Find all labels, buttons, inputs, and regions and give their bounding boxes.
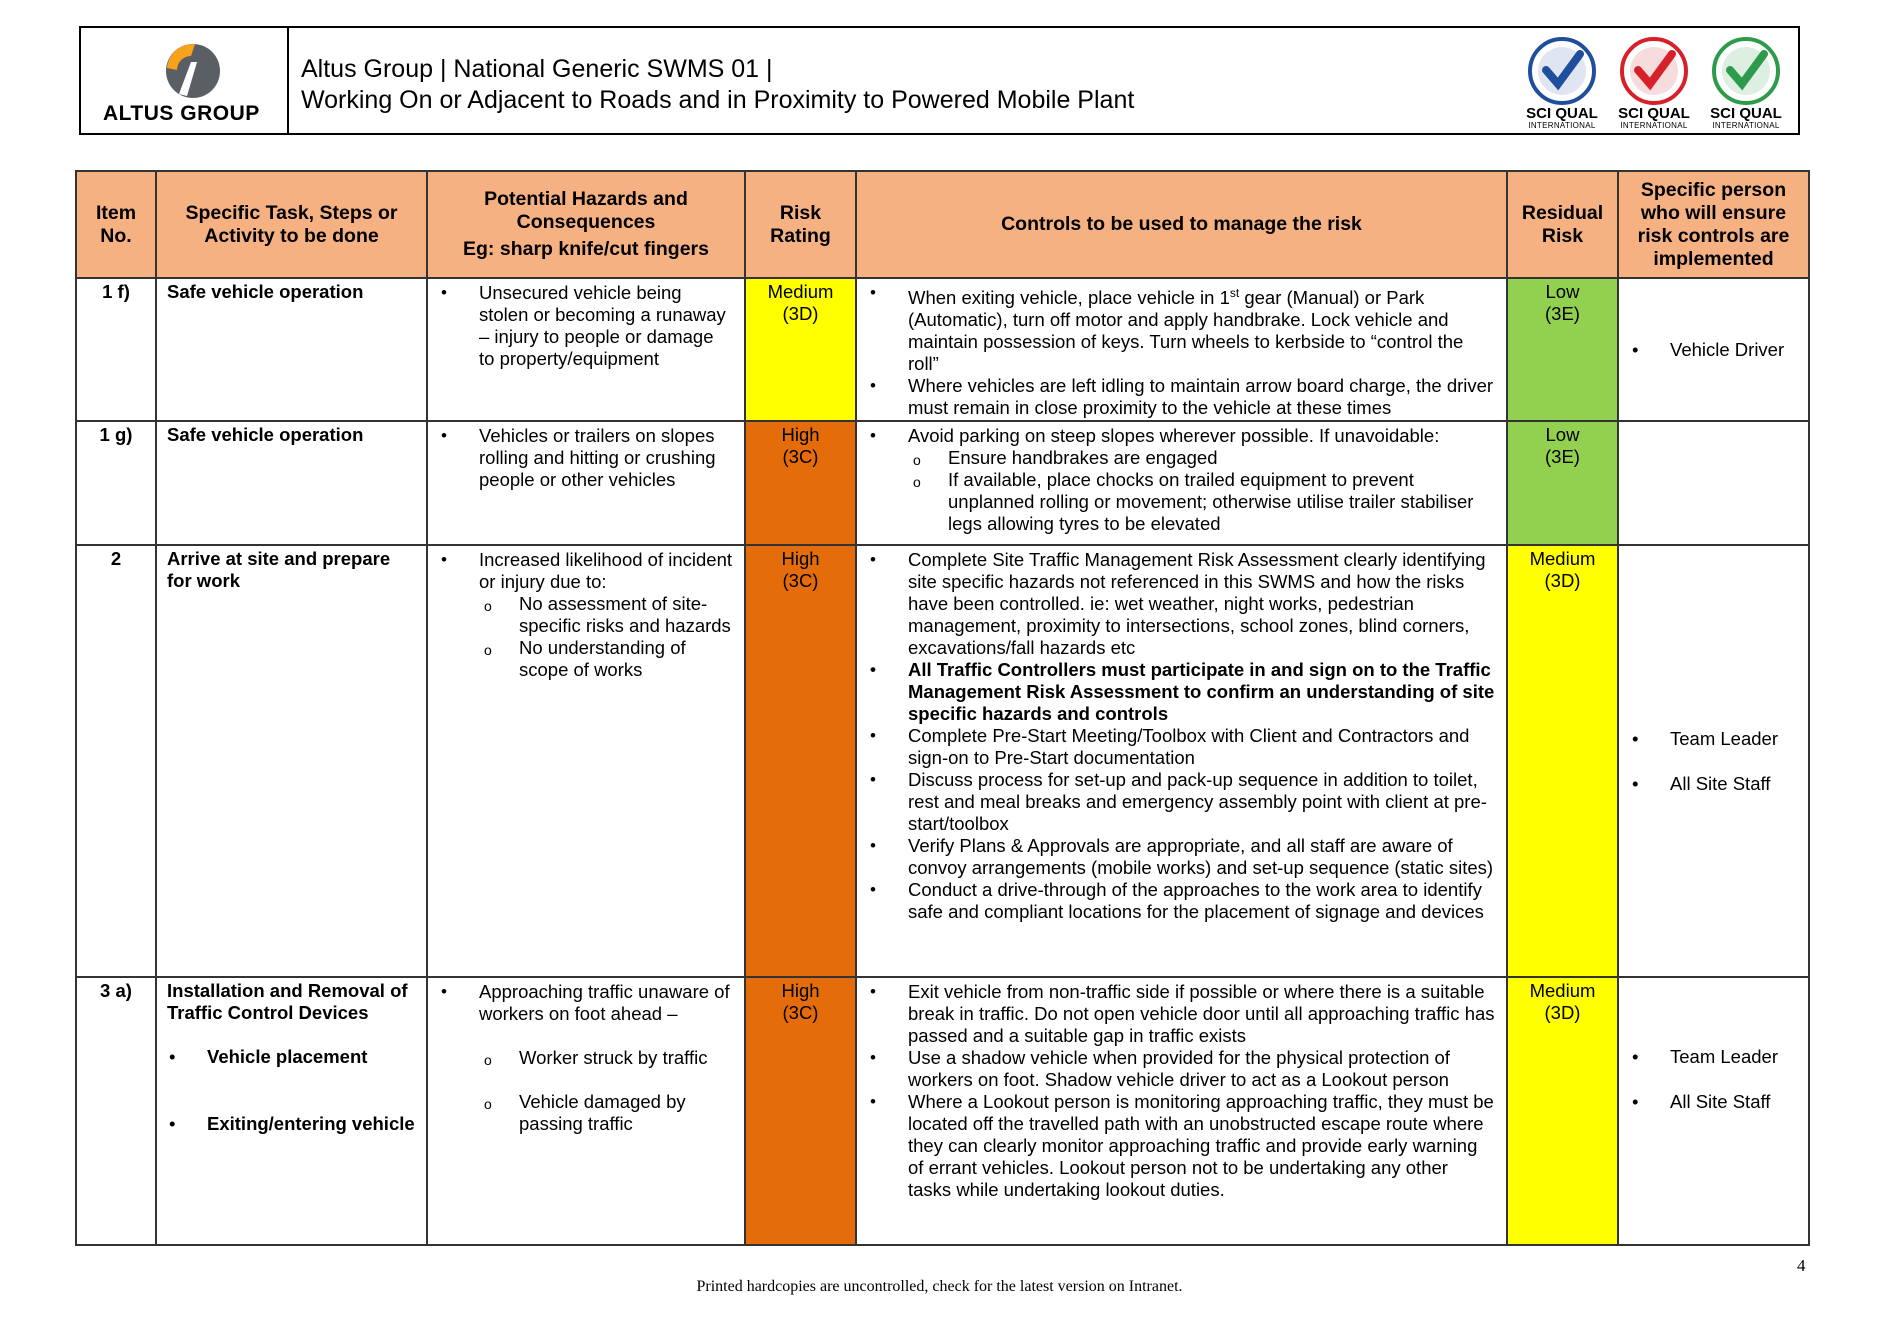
control-item: • Exit vehicle from non-traffic side if possible or where there is a suitable break in traffic. Do not open vehicle door until all approaching traffic has passed and a suitable gap in traffic exists: [858, 981, 1505, 1047]
item-number: 3 a): [76, 977, 156, 1245]
control-subitem: o If available, place chocks on trailed equipment to prevent unplanned rolling or movement; otherwise utilise trailer stabiliser legs allowing tyres to be elevated: [908, 469, 1495, 535]
control-item: • Conduct a drive-through of the approaches to the work area to identify safe and compliant locations for the placement of signage and devices: [858, 879, 1505, 923]
cert-name: SCI QUAL: [1526, 105, 1598, 122]
certification-badges: [1518, 36, 1790, 130]
control-item: • Complete Site Traffic Management Risk Assessment clearly identifying site specific hazards not referenced in this SWMS and how the risks have been controlled. ie: wet weather, night works, pedestrian management, proximity to intersections, school zones, blind corners, excavations/fall hazards etc: [858, 549, 1505, 659]
residual-risk: [1507, 278, 1618, 421]
hazard-item: • Approaching traffic unaware of workers on foot ahead – o Worker struck by traffic o Vehicle damaged by passing traffic: [429, 981, 743, 1135]
item-number: 2: [76, 545, 156, 977]
control-item: • Where vehicles are left idling to maintain arrow board charge, the driver must remain in close proximity to the vehicle at these times: [858, 375, 1505, 419]
risk-rating: [745, 421, 856, 545]
hazard-item: • Vehicles or trailers on slopes rolling and hitting or crushing people or other vehicles: [429, 425, 743, 491]
hazard-item: • Increased likelihood of incident or injury due to: o No assessment of site-specific risks and hazards o No understanding of scope of works: [429, 549, 743, 681]
residual-level: Low: [1545, 281, 1580, 302]
logo-text: ALTUS GROUP: [103, 102, 260, 125]
cert-name: SCI QUAL: [1710, 105, 1782, 122]
task-subitem: • Exiting/entering vehicle: [167, 1113, 416, 1135]
person-item: • Vehicle Driver: [1620, 339, 1807, 361]
hazard-item: • Unsecured vehicle being stolen or becoming a runaway – injury to people or damage to property/equipment: [429, 282, 743, 370]
control-item: • Avoid parking on steep slopes wherever possible. If unavoidable: o Ensure handbrakes are engaged o If available, place chocks on trailed equipment to prevent unplanned rolling or movement; otherwise utilise trailer stabiliser legs allowing tyres to be elevated: [858, 425, 1505, 535]
control-item: • Complete Pre-Start Meeting/Toolbox with Client and Contractors and sign-on to Pre-Start documentation: [858, 725, 1505, 769]
residual-code: (3D): [1544, 570, 1581, 592]
task-cell: [156, 545, 427, 977]
residual-level: Medium: [1529, 980, 1596, 1002]
control-item: • Discuss process for set-up and pack-up sequence in addition to toilet, rest and meal breaks and emergency assembly point with client at pre-start/toolbox: [858, 769, 1505, 835]
table-row: [76, 421, 1809, 545]
footer-note: Printed hardcopies are uncontrolled, check for the latest version on Intranet.: [696, 1278, 1183, 1295]
residual-code: (3E): [1545, 303, 1580, 324]
person-cell: [1618, 545, 1809, 977]
table-row: [76, 545, 1809, 977]
person-cell: [1618, 278, 1809, 421]
residual-risk: [1507, 545, 1618, 977]
cert-badge-green: [1702, 36, 1790, 130]
item-number: 1 g): [76, 421, 156, 545]
hazard-subitem: o Vehicle damaged by passing traffic: [479, 1091, 733, 1135]
risk-rating: [745, 545, 856, 977]
control-subitem: o Ensure handbrakes are engaged: [908, 447, 1495, 469]
header-hazards: [427, 171, 745, 278]
hazards-cell: [427, 545, 745, 977]
task-cell: [156, 421, 427, 545]
risk-code: (3D): [782, 303, 819, 324]
table-row: [76, 278, 1809, 421]
control-item: • When exiting vehicle, place vehicle in 1st gear (Manual) or Park (Automatic), turn off motor and apply handbrake. Lock vehicle and maintain possession of keys. Turn wheels to kerbside to “control the roll”: [858, 282, 1505, 375]
control-item: • All Traffic Controllers must participate in and sign on to the Traffic Management Risk Assessment to confirm an understanding of site specific hazards and controls: [858, 659, 1505, 725]
table-row: [76, 977, 1809, 1245]
header-risk: Risk Rating: [745, 171, 856, 278]
header-task: Specific Task, Steps or Activity to be done: [156, 171, 427, 278]
cert-sub: INTERNATIONAL: [1620, 121, 1688, 130]
cert-badge-red: [1610, 36, 1698, 130]
logo-cell: [81, 28, 289, 133]
controls-cell: [856, 545, 1507, 977]
risk-code: (3C): [782, 446, 819, 468]
hazards-cell: [427, 421, 745, 545]
person-item: • Team Leader: [1620, 728, 1807, 750]
controls-cell: [856, 977, 1507, 1245]
control-item: • Verify Plans & Approvals are appropriate, and all staff are aware of convoy arrangements (mobile works) and set-up sequence (static sites): [858, 835, 1505, 879]
swms-risk-table: [75, 170, 1810, 1246]
header-person: Specific person who will ensure risk controls are implemented: [1618, 171, 1809, 278]
cert-green-icon: [1706, 36, 1786, 106]
risk-code: (3C): [782, 1002, 819, 1024]
hazard-subitem: o No assessment of site-specific risks and hazards: [479, 593, 733, 637]
task-title: Installation and Removal of Traffic Control Devices: [167, 980, 408, 1024]
task-title: Safe vehicle operation: [167, 281, 364, 302]
table-header-row: [76, 171, 1809, 278]
cert-badge-blue: [1518, 36, 1606, 130]
title-line-1: Altus Group | National Generic SWMS 01 |: [301, 55, 773, 83]
header-residual: Residual Risk: [1507, 171, 1618, 278]
title-line-2: Working On or Adjacent to Roads and in Proximity to Powered Mobile Plant: [301, 86, 1135, 114]
residual-level: Low: [1545, 424, 1580, 446]
cert-name: SCI QUAL: [1618, 105, 1690, 122]
task-title: Safe vehicle operation: [167, 424, 364, 446]
residual-code: (3D): [1544, 1002, 1581, 1024]
residual-level: Medium: [1529, 548, 1596, 570]
cert-red-icon: [1614, 36, 1694, 106]
risk-level: High: [781, 424, 820, 446]
altus-logo-icon: [153, 38, 223, 103]
hazards-cell: [427, 278, 745, 421]
cert-sub: INTERNATIONAL: [1712, 121, 1780, 130]
risk-code: (3C): [782, 570, 819, 592]
cert-blue-icon: [1522, 36, 1602, 106]
person-cell: [1618, 421, 1809, 545]
hazard-subitem: o No understanding of scope of works: [479, 637, 733, 681]
task-title: Arrive at site and prepare for work: [167, 548, 391, 592]
person-item: • All Site Staff: [1620, 773, 1807, 795]
header-hazards-example: Eg: sharp knife/cut fingers: [463, 238, 709, 260]
person-cell: [1618, 977, 1809, 1245]
control-item: • Where a Lookout person is monitoring approaching traffic, they must be located off the travelled path with an unobstructed escape route where they can clearly monitor approaching traffic and provide early warning of errant vehicles. Lookout person not to be undertaking any other tasks while undertaking lookout duties.: [858, 1091, 1505, 1201]
header-controls: Controls to be used to manage the risk: [856, 171, 1507, 278]
controls-cell: [856, 278, 1507, 421]
risk-rating: [745, 278, 856, 421]
control-item: • Use a shadow vehicle when provided for the physical protection of workers on foot. Shadow vehicle driver to act as a Lookout person: [858, 1047, 1505, 1091]
residual-risk: [1507, 421, 1618, 545]
document-header: [79, 26, 1800, 135]
person-item: • All Site Staff: [1620, 1091, 1807, 1113]
page-number: 4: [1797, 1256, 1806, 1275]
header-item: Item No.: [76, 171, 156, 278]
risk-level: High: [781, 980, 820, 1002]
risk-rating: [745, 977, 856, 1245]
task-subitem: • Vehicle placement: [167, 1046, 416, 1068]
task-cell: [156, 977, 427, 1245]
controls-cell: [856, 421, 1507, 545]
risk-level: Medium: [767, 281, 834, 302]
risk-level: High: [781, 548, 820, 570]
item-number: 1 f): [76, 278, 156, 421]
residual-code: (3E): [1545, 446, 1580, 468]
residual-risk: [1507, 977, 1618, 1245]
hazard-subitem: o Worker struck by traffic: [479, 1047, 733, 1069]
person-item: • Team Leader: [1620, 1046, 1807, 1068]
hazards-cell: [427, 977, 745, 1245]
header-hazards-label: Potential Hazards and Consequences: [484, 188, 688, 233]
cert-sub: INTERNATIONAL: [1528, 121, 1596, 130]
task-cell: [156, 278, 427, 421]
